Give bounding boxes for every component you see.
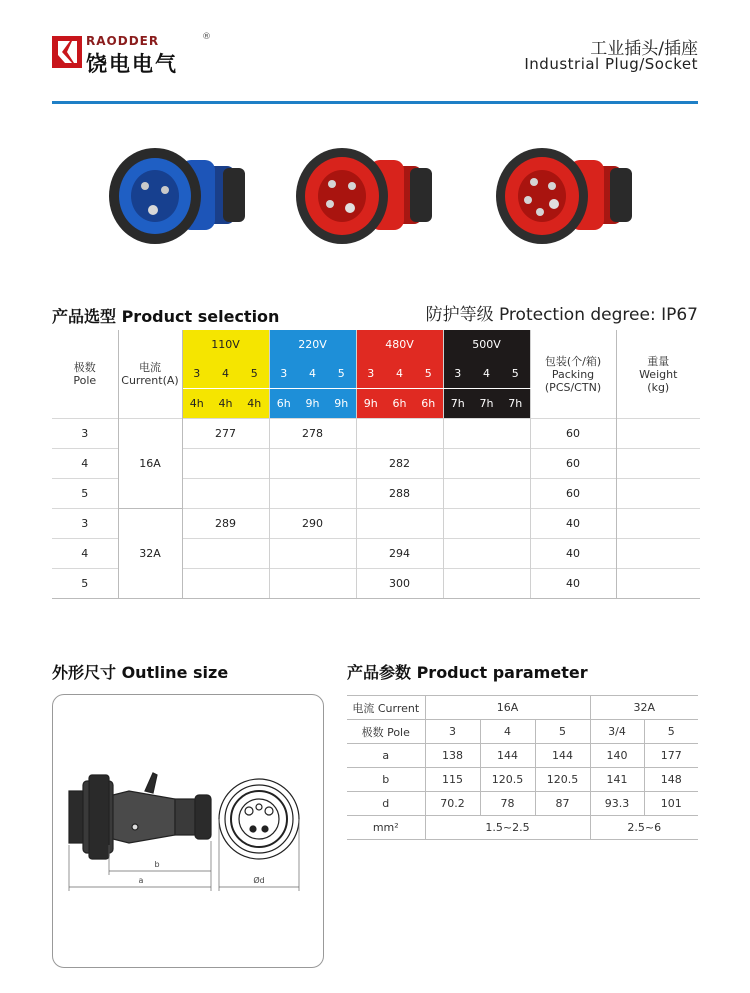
param-row [347, 792, 698, 816]
voltage-480v: 480V [356, 330, 443, 359]
dimension-d-label: Ød [253, 876, 265, 885]
table-row [52, 509, 700, 539]
param-value-cell: 148 [644, 768, 698, 792]
hour-cell: 4h [240, 389, 269, 419]
weight-header-en: Weight [639, 367, 678, 381]
pole-cell: 5 [52, 569, 118, 599]
pole-cell: 4 [52, 539, 118, 569]
price-110v-cell: 289 [182, 509, 269, 539]
voltage-220v: 220V [269, 330, 356, 359]
header-divider [52, 101, 698, 104]
hour-cell: 4h [211, 389, 240, 419]
param-value-cell: 115 [425, 768, 480, 792]
packing-header [530, 330, 616, 419]
hour-cell: 6h [414, 389, 443, 419]
param-row-label: a [347, 744, 425, 768]
dimension-b-label: b [154, 860, 160, 869]
price-480v-cell: 294 [356, 539, 443, 569]
price-480v-cell: 300 [356, 569, 443, 599]
pole-number-cell: 5 [327, 359, 356, 389]
price-500v-cell [443, 419, 530, 449]
price-500v-cell [443, 449, 530, 479]
param-pole-cell: 3 [425, 720, 480, 744]
hour-cell: 4h [182, 389, 211, 419]
pole-number-cell: 3 [443, 359, 472, 389]
price-110v-cell [182, 569, 269, 599]
param-current-16a: 16A [425, 696, 590, 720]
weight-cell [616, 479, 700, 509]
param-row [347, 744, 698, 768]
param-value-cell: 87 [535, 792, 590, 816]
packing-cell: 60 [530, 449, 616, 479]
param-value-cell: 101 [644, 792, 698, 816]
dimension-a-label: a [138, 876, 144, 885]
packing-header-unit: (PCS/CTN) [544, 380, 602, 394]
red-plug-icon [292, 138, 442, 256]
logo-mark-icon [52, 36, 82, 68]
packing-header-en: Packing [551, 367, 595, 381]
hour-cell: 7h [443, 389, 472, 419]
pole-number-cell: 4 [385, 359, 414, 389]
hour-cell: 6h [385, 389, 414, 419]
packing-cell: 40 [530, 569, 616, 599]
price-220v-cell: 290 [269, 509, 356, 539]
param-row-label: b [347, 768, 425, 792]
price-110v-cell [182, 539, 269, 569]
outline-drawing-icon [53, 695, 323, 967]
hour-cell: 7h [472, 389, 501, 419]
table-row [52, 419, 700, 449]
pole-number-cell: 3 [356, 359, 385, 389]
param-mm-label: mm² [347, 816, 425, 840]
selection-title: 产品选型 Product selection [52, 307, 280, 326]
param-value-cell: 93.3 [590, 792, 644, 816]
weight-header-unit: (kg) [647, 380, 670, 394]
param-value-cell: 141 [590, 768, 644, 792]
pole-header [52, 330, 118, 419]
pole-number-cell: 4 [472, 359, 501, 389]
param-value-cell: 144 [480, 744, 535, 768]
param-pole-row [347, 720, 698, 744]
param-mm-row [347, 816, 698, 840]
price-480v-cell: 288 [356, 479, 443, 509]
hour-cell: 9h [327, 389, 356, 419]
price-500v-cell [443, 479, 530, 509]
weight-cell [616, 449, 700, 479]
brand-name-cn: 饶电电气 [86, 52, 178, 76]
header-title-cn: 工业插头/插座 [590, 39, 698, 59]
pole-cell: 3 [52, 509, 118, 539]
voltage-110v: 110V [182, 330, 269, 359]
blue-plug-icon [105, 138, 255, 256]
param-pole-cell: 5 [644, 720, 698, 744]
param-pole-cell: 4 [480, 720, 535, 744]
param-row-label: d [347, 792, 425, 816]
price-220v-cell [269, 569, 356, 599]
param-current-row [347, 696, 698, 720]
outline-title: 外形尺寸 Outline size [52, 663, 229, 682]
price-500v-cell [443, 509, 530, 539]
packing-header-cn: 包装(个/箱) [544, 354, 602, 368]
param-value-cell: 78 [480, 792, 535, 816]
param-value-cell: 140 [590, 744, 644, 768]
packing-cell: 60 [530, 419, 616, 449]
weight-cell [616, 509, 700, 539]
pole-number-cell: 5 [240, 359, 269, 389]
param-value-cell: 177 [644, 744, 698, 768]
protection-degree: 防护等级 Protection degree: IP67 [425, 305, 698, 325]
packing-cell: 40 [530, 509, 616, 539]
pole-number-cell: 4 [298, 359, 327, 389]
parameter-body [347, 744, 698, 816]
price-480v-cell [356, 509, 443, 539]
param-value-cell: 144 [535, 744, 590, 768]
param-value-cell: 138 [425, 744, 480, 768]
price-220v-cell [269, 539, 356, 569]
selection-body [52, 419, 700, 599]
param-pole-label: 极数 Pole [347, 720, 425, 744]
price-110v-cell [182, 449, 269, 479]
weight-header-cn: 重量 [647, 354, 670, 368]
brand-logo [52, 32, 212, 76]
price-110v-cell [182, 479, 269, 509]
param-value-cell: 70.2 [425, 792, 480, 816]
weight-cell [616, 569, 700, 599]
price-480v-cell: 282 [356, 449, 443, 479]
param-row [347, 768, 698, 792]
header-title-en: Industrial Plug/Socket [524, 55, 698, 73]
price-480v-cell [356, 419, 443, 449]
price-220v-cell: 278 [269, 419, 356, 449]
param-mm-32a: 2.5~6 [590, 816, 698, 840]
pole-header-cn: 极数 [73, 361, 96, 374]
hour-cell: 9h [298, 389, 327, 419]
param-pole-cell: 3/4 [590, 720, 644, 744]
pole-number-cell: 4 [211, 359, 240, 389]
outline-drawing-box [52, 694, 324, 968]
registered-mark: ® [202, 32, 211, 42]
weight-cell [616, 539, 700, 569]
pole-number-cell: 3 [269, 359, 298, 389]
param-current-label: 电流 Current [347, 696, 425, 720]
param-pole-cell: 5 [535, 720, 590, 744]
red-plug-icon [492, 138, 642, 256]
price-220v-cell [269, 479, 356, 509]
voltage-500v: 500V [443, 330, 530, 359]
param-mm-16a: 1.5~2.5 [425, 816, 590, 840]
parameter-title: 产品参数 Product parameter [347, 663, 588, 682]
pole-header-en: Pole [73, 374, 97, 387]
packing-cell: 60 [530, 479, 616, 509]
pole-number-cell: 3 [182, 359, 211, 389]
param-value-cell: 120.5 [480, 768, 535, 792]
parameter-table [347, 695, 698, 840]
pole-cell: 4 [52, 449, 118, 479]
current-group-cell: 16A [118, 419, 182, 509]
param-value-cell: 120.5 [535, 768, 590, 792]
hour-cell: 7h [501, 389, 530, 419]
brand-name-en: RAODDER [86, 34, 160, 48]
weight-cell [616, 419, 700, 449]
current-group-cell: 32A [118, 509, 182, 599]
hour-cell: 9h [356, 389, 385, 419]
selection-table [52, 330, 700, 599]
pole-cell: 5 [52, 479, 118, 509]
price-220v-cell [269, 449, 356, 479]
packing-cell: 40 [530, 539, 616, 569]
current-header-cn: 电流 [139, 361, 161, 374]
pole-cell: 3 [52, 419, 118, 449]
pole-number-cell: 5 [501, 359, 530, 389]
price-500v-cell [443, 539, 530, 569]
price-110v-cell: 277 [182, 419, 269, 449]
current-header [118, 330, 182, 419]
weight-header [616, 330, 700, 419]
price-500v-cell [443, 569, 530, 599]
hour-cell: 6h [269, 389, 298, 419]
current-header-en: Current(A) [121, 374, 179, 387]
pole-number-cell: 5 [414, 359, 443, 389]
param-current-32a: 32A [590, 696, 698, 720]
